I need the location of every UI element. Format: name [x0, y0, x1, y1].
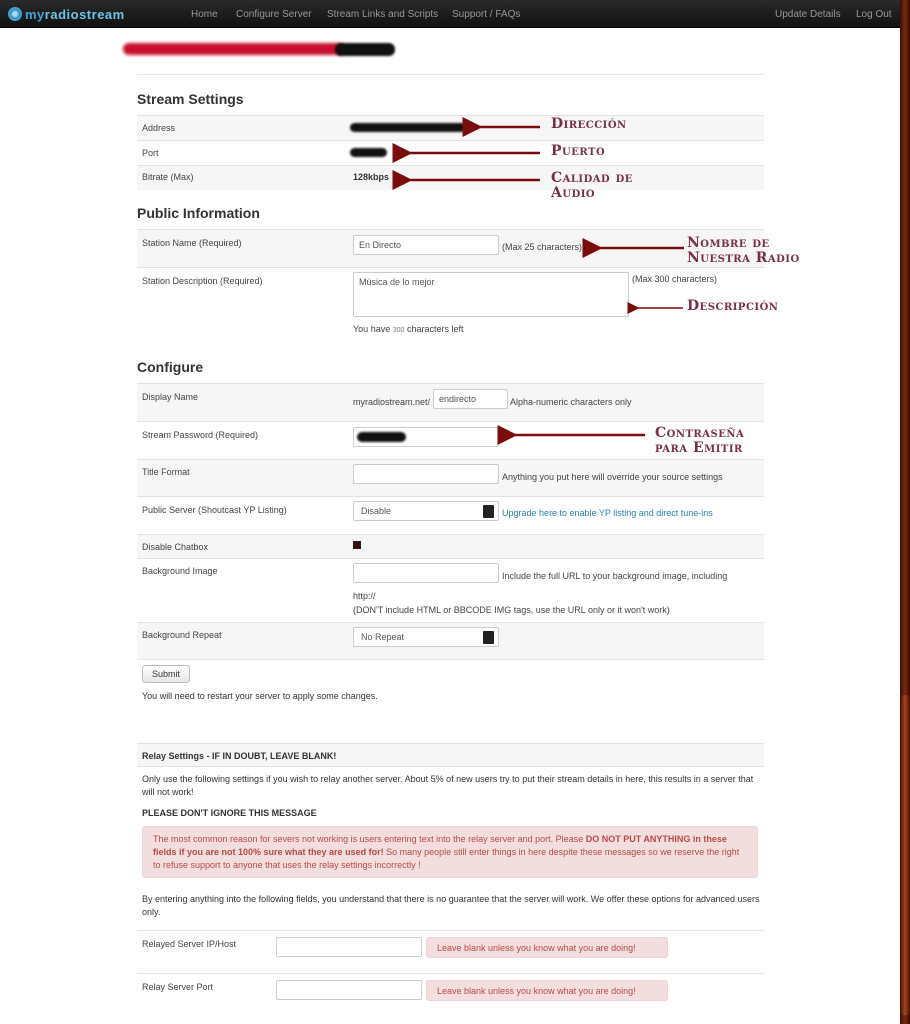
relay-alert: The most common reason for severs not working is users entering text into the relay server and port. Please DO NOT PUT ANYTHING in these fields if you are not 100% sure what they are used for! So many people still enter things in here despite these messages so we reserve the right to refuse support to anyone that uses the relay settings incorrectly ! — [142, 826, 758, 878]
vertical-scrollbar[interactable] — [900, 0, 910, 1024]
relay-disclaimer: By entering anything into the following fields, you understand that there is no guarantee that the server will work. We offer these options for advanced users only. — [142, 894, 760, 917]
station-desc-hint: (Max 300 characters) — [632, 274, 718, 284]
station-name-input[interactable]: En Directo — [353, 235, 499, 255]
nav-stream-links[interactable]: Stream Links and Scripts — [327, 9, 439, 20]
bitrate-label: Bitrate (Max) — [142, 172, 194, 182]
nav-home[interactable]: Home — [191, 9, 218, 20]
relay-ip-label: Relayed Server IP/Host — [142, 939, 237, 949]
station-name-hint: (Max 25 characters) — [502, 242, 583, 252]
password-label: Stream Password (Required) — [142, 430, 259, 440]
relay-intro: Only use the following settings if you wish to relay another server. About 5% of new users try to put their stream details in here, this results in a server that will not work! — [142, 774, 754, 797]
upgrade-yp-link[interactable]: Upgrade here to enable YP listing and direct tune-ins — [502, 508, 713, 518]
annotation-puerto: Puerto — [551, 143, 606, 159]
display-name-label: Display Name — [142, 392, 199, 402]
annotation-direccion: Dirección — [551, 116, 627, 132]
public-server-selected: Disable — [361, 506, 392, 516]
chars-left-text: You have 300 characters left — [353, 324, 464, 334]
bitrate-value: 128kbps — [353, 172, 390, 182]
submit-button[interactable]: Submit — [142, 665, 190, 683]
annotation-calidad-1: Calidad de — [551, 170, 633, 186]
configure-title: Configure — [137, 359, 204, 375]
annotation-calidad-2: Audio — [551, 185, 596, 201]
port-label: Port — [142, 148, 159, 158]
station-desc-textarea[interactable]: Música de lo mejor — [353, 272, 629, 317]
restart-note: You will need to restart your server to apply some changes. — [142, 691, 378, 701]
bg-repeat-selected: No Repeat — [361, 632, 405, 642]
bg-repeat-label: Background Repeat — [142, 630, 222, 640]
display-name-input[interactable]: endirecto — [433, 389, 508, 409]
public-server-label: Public Server (Shoutcast YP Listing) — [142, 505, 287, 515]
relay-port-warning: Leave blank unless you know what you are doing! — [426, 980, 668, 1001]
display-name-hint: Alpha-numeric characters only — [510, 397, 632, 407]
scrollbar-thumb[interactable] — [901, 695, 909, 1015]
title-format-label: Title Format — [142, 467, 190, 477]
nav-configure-server[interactable]: Configure Server — [236, 9, 312, 20]
address-label: Address — [142, 123, 176, 133]
nav-log-out[interactable]: Log Out — [856, 9, 892, 20]
bg-image-label: Background Image — [142, 566, 218, 576]
annotation-nombre-1: Nombre de — [687, 235, 770, 251]
bg-image-http: http:// — [353, 591, 376, 601]
logo-text: myradiostream — [25, 6, 125, 22]
station-desc-label: Station Description (Required) — [142, 276, 263, 286]
stream-settings-title: Stream Settings — [137, 91, 244, 107]
station-name-label: Station Name (Required) — [142, 238, 242, 248]
relay-title: Relay Settings - IF IN DOUBT, LEAVE BLANK! — [142, 751, 337, 761]
title-format-hint: Anything you put here will override your source settings — [502, 472, 723, 482]
annotation-contrasena-1: Contraseña — [655, 425, 745, 441]
chars-left-count: 300 — [392, 327, 405, 334]
public-info-title: Public Information — [137, 205, 260, 221]
bg-image-hint: Include the full URL to your background image, including — [502, 571, 728, 581]
relay-port-label: Relay Server Port — [142, 982, 214, 992]
bg-image-note: (DON'T include HTML or BBCODE IMG tags, use the URL only or it won't work) — [353, 605, 670, 615]
annotation-nombre-2: Nuestra Radio — [687, 250, 800, 266]
nav-support[interactable]: Support / FAQs — [452, 9, 521, 20]
relay-ip-warning: Leave blank unless you know what you are doing! — [426, 937, 668, 958]
nav-update-details[interactable]: Update Details — [775, 9, 841, 20]
chatbox-label: Disable Chatbox — [142, 542, 209, 552]
annotation-contrasena-2: para Emitir — [655, 440, 743, 456]
annotation-descripcion: Descripción — [687, 298, 779, 314]
relay-warning-heading: PLEASE DON'T IGNORE THIS MESSAGE — [142, 808, 317, 818]
display-name-prefix: myradiostream.net/ — [353, 397, 431, 407]
